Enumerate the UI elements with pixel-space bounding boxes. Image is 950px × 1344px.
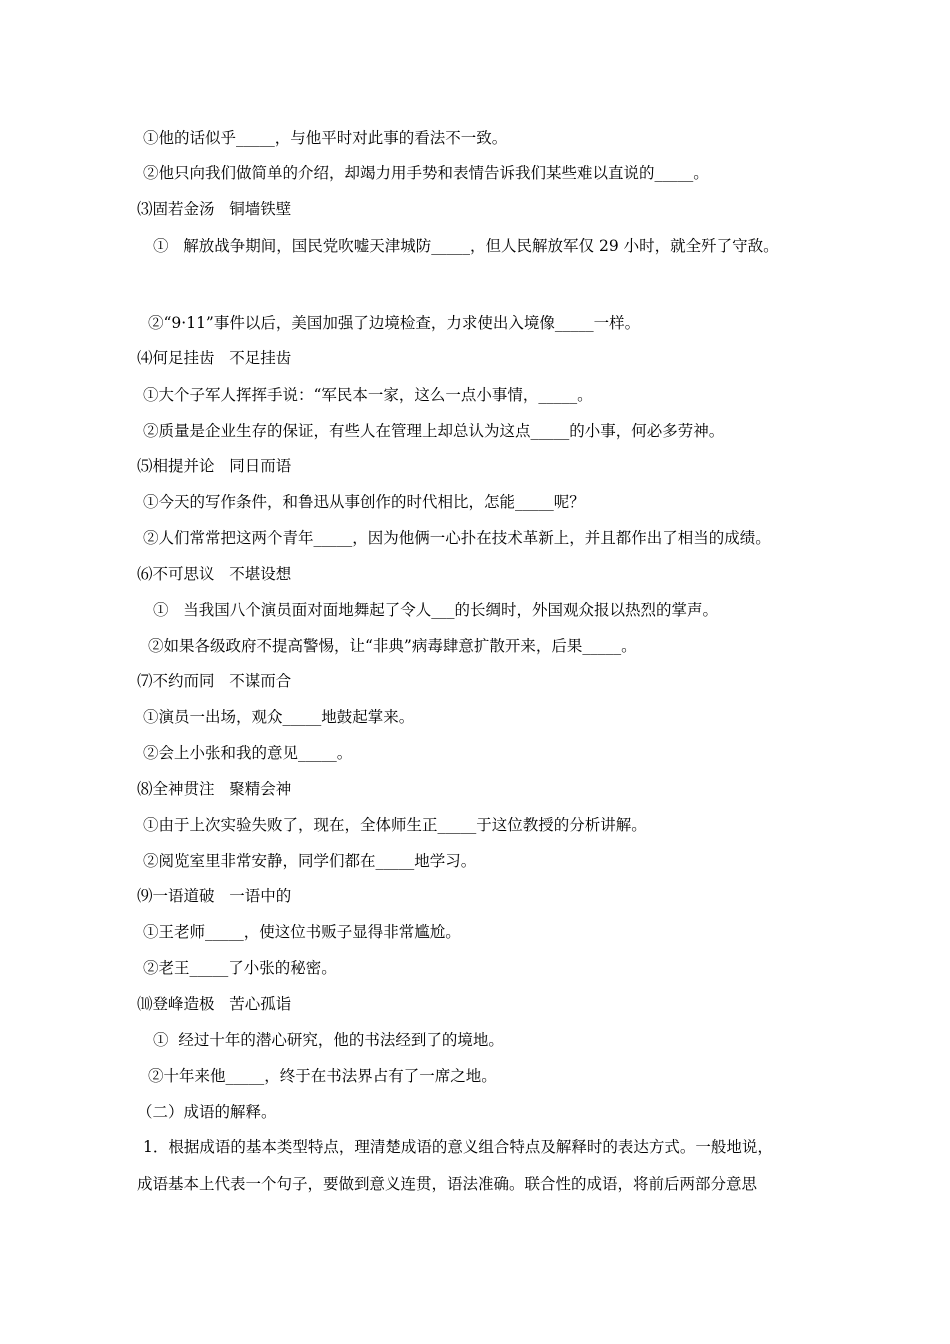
text-line: ⑹不可思议 不堪设想 — [137, 565, 292, 583]
text-line: ① 解放战争期间，国民党吹嘘天津城防_____，但人民解放军仅 29 小时，就全歼了守敌。 — [153, 237, 779, 255]
text-line: ①他的话似乎_____，与他平时对此事的看法不一致。 — [143, 129, 508, 147]
text-line: ②“9·11”事件以后，美国加强了边境检查，力求使出入境像_____一样。 — [148, 314, 641, 332]
text-line: ②人们常常把这两个青年_____，因为他俩一心扑在技术革新上，并且都作出了相当的成绩。 — [143, 529, 771, 547]
text-line: ①大个子军人挥挥手说：“军民本一家，这么一点小事情，_____。 — [143, 386, 593, 404]
text-line: ⑶固若金汤 铜墙铁壁 — [137, 200, 292, 218]
text-line: ②如果各级政府不提高警惕，让“非典”病毒肆意扩散开来，后果_____。 — [148, 637, 637, 655]
text-line: （二）成语的解释。 — [137, 1103, 277, 1121]
text-line: ⑸相提并论 同日而语 — [137, 457, 292, 475]
text-line: ⑺不约而同 不谋而合 — [137, 672, 292, 690]
text-line: ⑼一语道破 一语中的 — [137, 887, 292, 905]
text-line: ①演员一出场，观众_____地鼓起掌来。 — [143, 708, 415, 726]
text-line: ②老王_____了小张的秘密。 — [143, 959, 337, 977]
text-line: ① 经过十年的潜心研究，他的书法经到了的境地。 — [153, 1031, 504, 1049]
text-line: ②质量是企业生存的保证，有些人在管理上却总认为这点_____的小事，何必多劳神。 — [143, 422, 725, 440]
text-line: ①今天的写作条件，和鲁迅从事创作的时代相比，怎能_____呢？ — [143, 493, 585, 511]
text-line: ②阅览室里非常安静，同学们都在_____地学习。 — [143, 852, 477, 870]
text-line: ⑻全神贯注 聚精会神 — [137, 780, 292, 798]
text-line: ⑽登峰造极 苦心孤诣 — [137, 995, 292, 1013]
text-line: 1．根据成语的基本类型特点，理清楚成语的意义组合特点及解释时的表达方式。一般地说， — [143, 1138, 773, 1156]
text-line: ②他只向我们做简单的介绍，却竭力用手势和表情告诉我们某些难以直说的_____。 — [143, 164, 709, 182]
text-line: ②十年来他_____，终于在书法界占有了一席之地。 — [148, 1067, 497, 1085]
text-line: ②会上小张和我的意见_____。 — [143, 744, 353, 762]
text-line: ①由于上次实验失败了，现在，全体师生正_____于这位教授的分析讲解。 — [143, 816, 647, 834]
text-line: ⑷何足挂齿 不足挂齿 — [137, 349, 292, 367]
text-line: ①王老师_____，使这位书贩子显得非常尴尬。 — [143, 923, 461, 941]
text-line: ① 当我国八个演员面对面地舞起了令人___的长绸时，外国观众报以热烈的掌声。 — [153, 601, 719, 619]
text-line: 成语基本上代表一个句子，要做到意义连贯，语法准确。联合性的成语，将前后两部分意思 — [137, 1175, 758, 1193]
